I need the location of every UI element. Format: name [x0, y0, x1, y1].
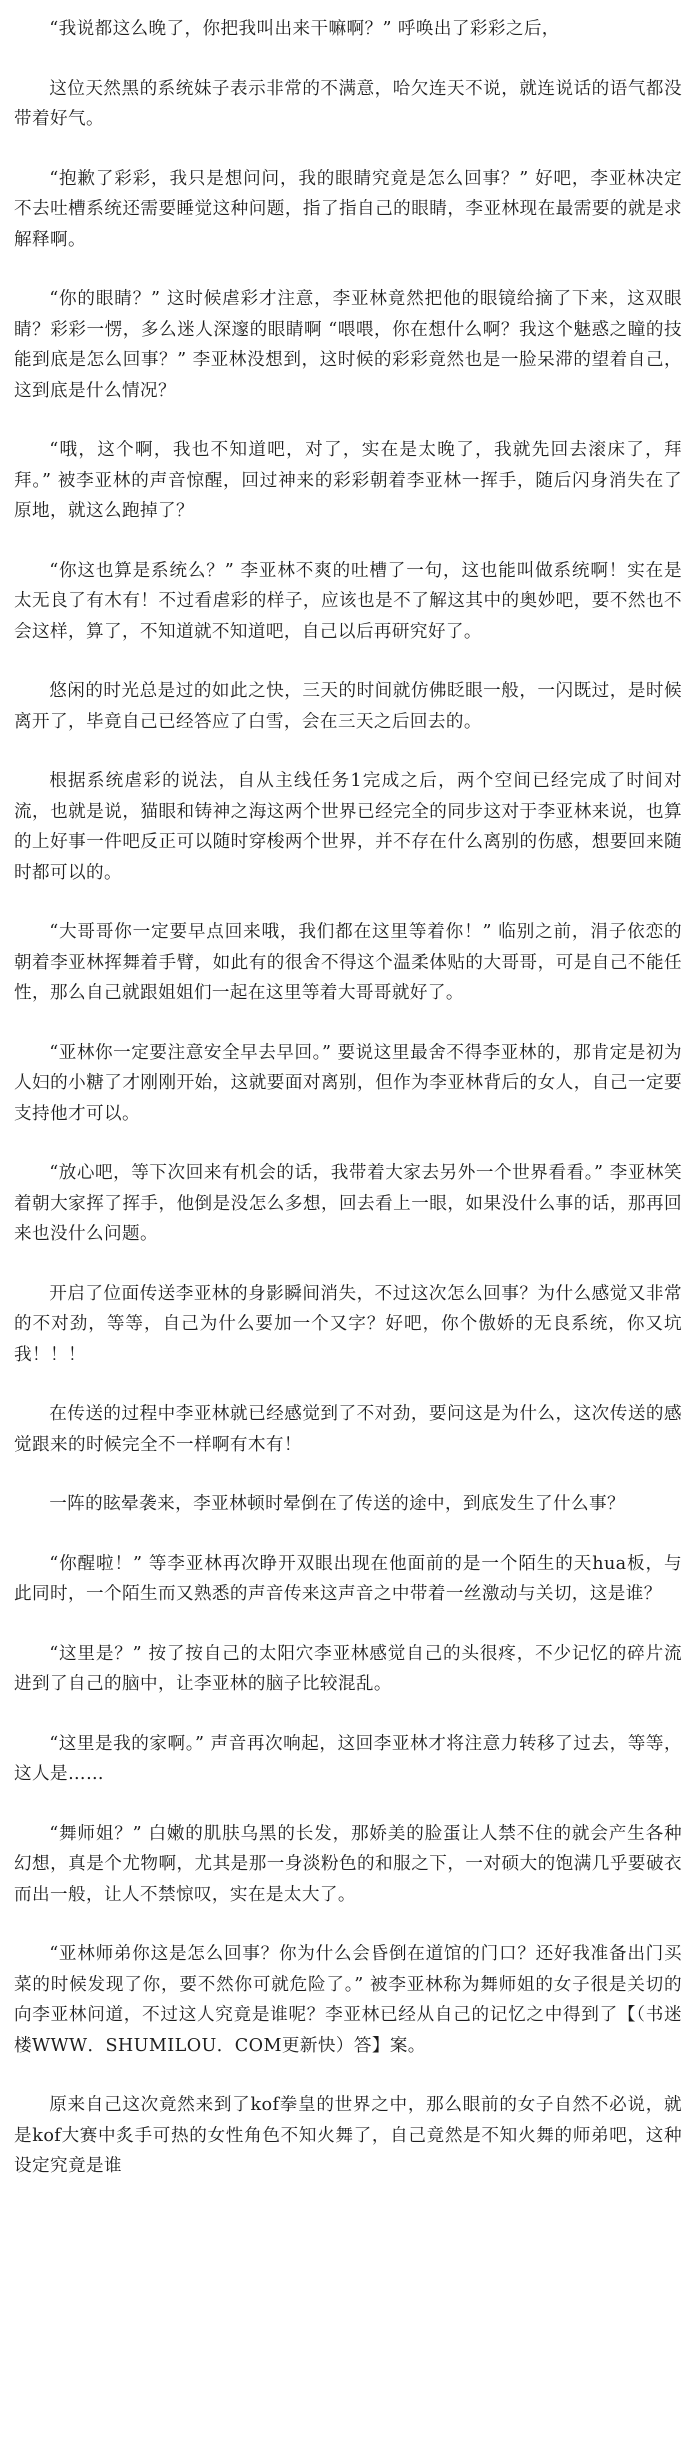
paragraph-12: 开启了位面传送李亚林的身影瞬间消失，不过这次怎么回事？为什么感觉又非常的不对劲，等等，自己为什么要加一个又字？好吧，你个傲娇的无良系统，你又坑我！！！ — [14, 1283, 682, 1365]
paragraph-3: “抱歉了彩彩，我只是想问问，我的眼睛究竟是怎么回事？” 好吧，李亚林决定不去吐槽系统还需要睡觉这种问题，指了指自己的眼睛，李亚林现在最需要的就是求解释啊。 — [14, 168, 682, 250]
paragraph-14: 一阵的眩晕袭来，李亚林顿时晕倒在了传送的途中，到底发生了什么事？ — [49, 1494, 625, 1514]
paragraph-18: “舞师姐？” 白嫩的肌肤乌黑的长发，那娇美的脸蛋让人禁不住的就会产生各种幻想，真是个尤物啊，尤其是那一身淡粉色的和服之下，一对硕大的饱满几乎要破衣而出一般，让人不禁惊叹，实在是太大了。 — [14, 1823, 682, 1905]
paragraph-gap — [14, 1700, 682, 1729]
paragraph-17: “这里是我的家啊。” 声音再次响起，这回李亚林才将注意力转移了过去，等等，这人是…… — [14, 1733, 682, 1784]
paragraph-gap — [14, 737, 682, 766]
paragraph-gap — [14, 888, 682, 917]
paragraph-11: “放心吧，等下次回来有机会的话，我带着大家去另外一个世界看看。” 李亚林笑着朝大家挥了挥手，他倒是没怎么多想，回去看上一眼，如果没什么事的话，那再回来也没什么问题。 — [14, 1163, 682, 1244]
paragraph-gap — [14, 406, 682, 435]
paragraph-15: “你醒啦！” 等李亚林再次睁开双眼出现在他面前的是一个陌生的天hua板，与此同时，一个陌生而又熟悉的声音传来这声音之中带着一丝激动与关切，这是谁？ — [14, 1553, 682, 1604]
paragraph-20: 原来自己这次竟然来到了kof拳皇的世界之中，那么眼前的女子自然不必说，就是kof大赛中炙手可热的女性角色不知火舞了，自己竟然是不知火舞的师弟吧，这种设定究竟是谁 — [14, 2095, 682, 2176]
paragraph-gap — [14, 647, 682, 676]
paragraph-13: 在传送的过程中李亚林就已经感觉到了不对劲，要问这是为什么，这次传送的感觉跟来的时候完全不一样啊有木有！ — [14, 1404, 682, 1455]
paragraph-10: “亚林你一定要注意安全早去早回。” 要说这里最舍不得李亚林的，那肯定是初为人妇的小糖了才刚刚开始，这就要面对离别，但作为李亚林背后的女人，自己一定要支持他才可以。 — [14, 1042, 682, 1124]
paragraph-6: “你这也算是系统么？” 李亚林不爽的吐槽了一句，这也能叫做系统啊！实在是太无良了有木有！不过看虐彩的样子，应该也是不了解这其中的奥妙吧，要不然也不会这样，算了，不知道就不知道吧，自己以后再研究好了。 — [14, 560, 682, 642]
paragraph-gap — [14, 1790, 682, 1819]
paragraph-gap — [14, 45, 682, 74]
paragraph-gap — [14, 1610, 682, 1639]
paragraph-16: “这里是？” 按了按自己的太阳穴李亚林感觉自己的头很疼，不少记忆的碎片流进到了自己的脑中，让李亚林的脑子比较混乱。 — [14, 1643, 682, 1694]
paragraph-gap — [14, 527, 682, 556]
paragraph-1: “我说都这么晚了，你把我叫出来干嘛啊？” 呼唤出了彩彩之后， — [49, 19, 560, 39]
paragraph-7: 悠闲的时光总是过的如此之快，三天的时间就仿佛眨眼一般，一闪既过，是时候离开了，毕竟自己已经答应了白雪，会在三天之后回去的。 — [14, 681, 682, 732]
paragraph-gap — [14, 2061, 682, 2090]
paragraph-4: “你的眼睛？” 这时候虐彩才注意，李亚林竟然把他的眼镜给摘了下来，这双眼睛？彩彩一愣，多么迷人深邃的眼睛啊 “喂喂，你在想什么啊？我这个魅惑之瞳的技能到底是怎么回事？” 李亚林没想到，这时候的彩彩竟然也是一脸呆滞的望着自己，这到底是什么情况？ — [14, 289, 682, 401]
paragraph-gap — [14, 135, 682, 164]
paragraph-gap — [14, 1520, 682, 1549]
paragraph-19: “亚林师弟你这是怎么回事？你为什么会昏倒在道馆的门口？还好我准备出门买菜的时候发现了你，要不然你可就危险了。” 被李亚林称为舞师姐的女子很是关切的向李亚林问道，不过这人究竟是谁呢？李亚林已经从自己的记忆之中得到了【（书迷楼WWW．SHUMILOU．COM更新快）答】案。 — [14, 1944, 682, 2056]
paragraph-5: “哦，这个啊，我也不知道吧，对了，实在是太晚了，我就先回去滚床了，拜拜。” 被李亚林的声音惊醒，回过神来的彩彩朝着李亚林一挥手，随后闪身消失在了原地，就这么跑掉了？ — [14, 440, 682, 521]
paragraph-gap — [14, 1009, 682, 1038]
paragraph-gap — [14, 255, 682, 284]
paragraph-gap — [14, 1460, 682, 1489]
paragraph-2: 这位天然黑的系统妹子表示非常的不满意，哈欠连天不说，就连说话的语气都没带着好气。 — [14, 78, 682, 129]
paragraph-9: “大哥哥你一定要早点回来哦，我们都在这里等着你！” 临别之前，涓子依恋的朝着李亚林挥舞着手臂，如此有的很舍不得这个温柔体贴的大哥哥，可是自己不能任性，那么自己就跟姐姐们一起在这里等着大哥哥就好了。 — [14, 922, 682, 1003]
paragraph-gap — [14, 1129, 682, 1158]
paragraph-gap — [14, 1910, 682, 1939]
paragraph-8: 根据系统虐彩的说法，自从主线任务1完成之后，两个空间已经完成了时间对流，也就是说，猫眼和铸神之海这两个世界已经完全的同步这对于李亚林来说，也算的上好事一件吧反正可以随时穿梭两个世界，并不存在什么离别的伤感，想要回来随时都可以的。 — [14, 771, 682, 883]
paragraph-gap — [14, 1370, 682, 1399]
paragraph-gap — [14, 1250, 682, 1279]
